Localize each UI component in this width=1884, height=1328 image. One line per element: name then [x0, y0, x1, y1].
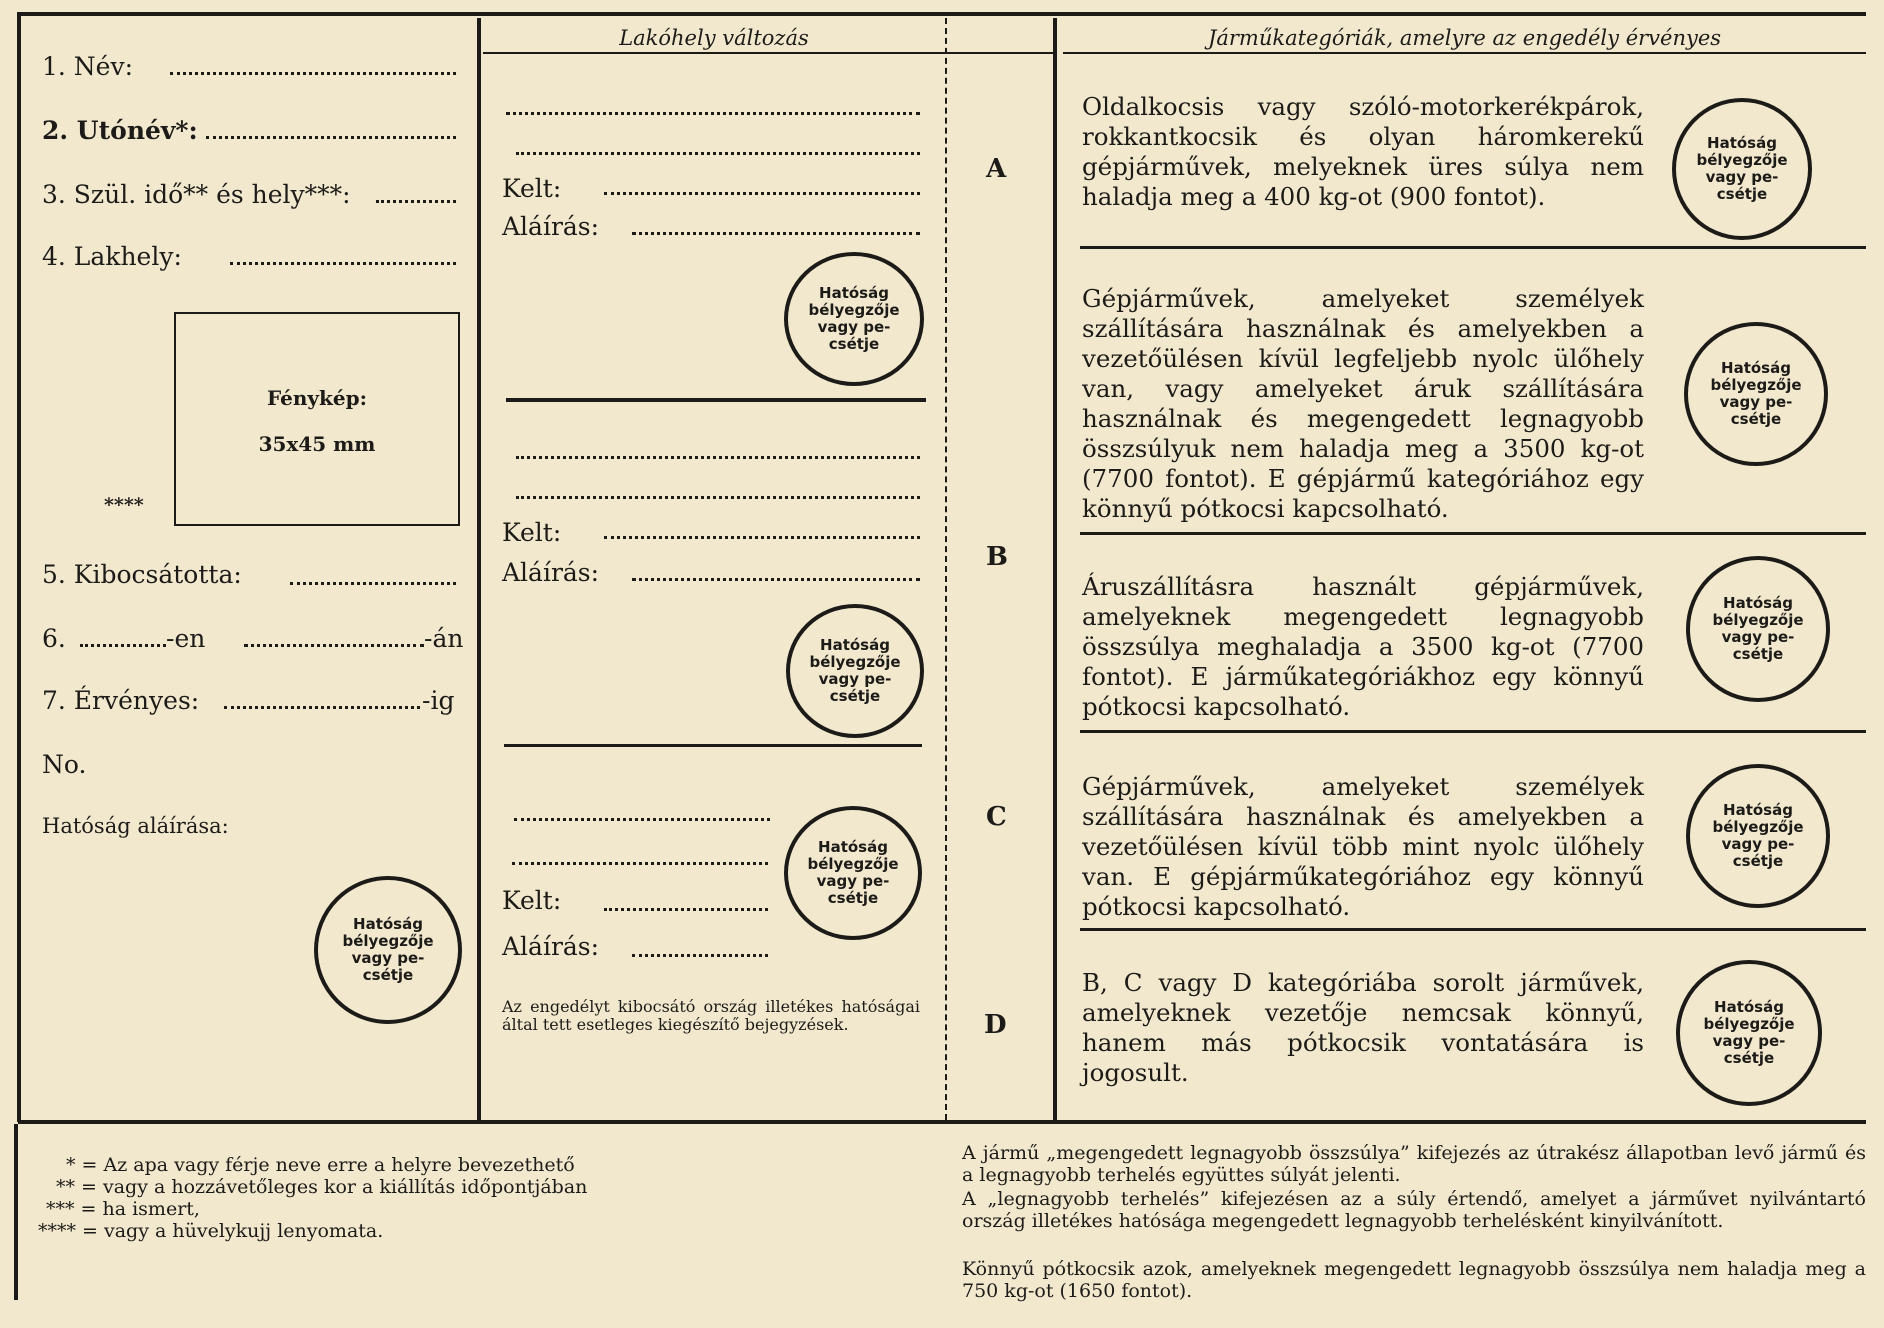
- field-date-prefix: 6.: [42, 624, 66, 653]
- thumb-marker: ****: [104, 494, 144, 516]
- residence-line-1b[interactable]: [516, 152, 920, 155]
- category-letter-c: C: [986, 802, 1007, 832]
- stamp-category-d: Hatóság bélyegzője vagy pe- csétje: [1676, 960, 1822, 1106]
- field-valid-suffix: -ig: [422, 686, 455, 715]
- category-d-text: B, C vagy D kategóriába sorolt járművek, amelyeknek vezetője nemcsak könnyű, hanem más pótkocsik vontatására is jogosult.: [1082, 968, 1644, 1087]
- divider-left-middle: [477, 18, 481, 1120]
- footer-left-border: [14, 1124, 18, 1300]
- field-date-line1[interactable]: [80, 644, 166, 647]
- stamp-authority-left: Hatóság bélyegzője vagy pe- csétje: [314, 876, 462, 1024]
- footnote-2: ** = vagy a hozzávetőleges kor a kiállítás időpontjában: [56, 1176, 588, 1198]
- header-underline-right: [1063, 52, 1866, 54]
- residence-alairas-2: Aláírás:: [502, 558, 600, 587]
- residence-change-header: Lakóhely változás: [619, 26, 809, 50]
- category-letter-b: B: [986, 542, 1008, 572]
- footnote-4: **** = vagy a hüvelykujj lenyomata.: [38, 1220, 384, 1242]
- header-underline-middle: [483, 52, 1053, 54]
- residence-alairas-line-3[interactable]: [632, 954, 768, 957]
- field-date-suffix: -án: [424, 624, 464, 653]
- category-c-text: Gépjárművek, amelyeket személyek szállítására használnak és amelyekben a vezetőülésen kívül több mint nyolc ülőhely van. E gépjárműkategóriához egy könnyű pótkocsi kapcsolható.: [1082, 772, 1644, 921]
- authority-signature-label: Hatóság aláírása:: [42, 814, 229, 838]
- field-firstname-line[interactable]: [206, 136, 456, 139]
- residence-kelt-1: Kelt:: [502, 174, 562, 203]
- footnote-3: *** = ha ismert,: [46, 1198, 200, 1220]
- category-letter-a: A: [986, 154, 1007, 184]
- residence-alairas-3: Aláírás:: [502, 932, 600, 961]
- photo-box[interactable]: [174, 312, 460, 526]
- stamp-residence-1: Hatóság bélyegzője vagy pe- csétje: [784, 252, 924, 386]
- residence-kelt-2: Kelt:: [502, 518, 562, 547]
- field-no-label: No.: [42, 750, 87, 779]
- residence-note: Az engedélyt kibocsátó ország illetékes hatóságai által tett esetleges kiegészítő bejegyzések.: [502, 997, 920, 1034]
- photo-label: Fénykép:: [267, 386, 367, 410]
- stamp-category-c: Hatóság bélyegzője vagy pe- csétje: [1686, 764, 1830, 908]
- residence-line-3b[interactable]: [512, 862, 768, 865]
- category-b2-text: Áruszállításra használt gépjárművek, amelyeknek megengedett legnagyobb összsúlya meghaladja a 3500 kg-ot (7700 fontot). E járműkategóriákhoz egy könnyű pótkocsi kapcsolható.: [1082, 572, 1644, 721]
- category-a-text: Oldalkocsis vagy szóló-motorkerékpárok, rokkantkocsik és olyan háromkerekű gépjárművek, melyeknek üres súlya nem haladja meg a 400 kg-ot (900 fontot).: [1082, 92, 1644, 211]
- residence-kelt-line-3[interactable]: [604, 908, 768, 911]
- definition-1: A jármű „megengedett legnagyobb összsúlya” kifejezés az útrakész állapotban levő jármű és a legnagyobb terhelés együttes súlyát jelenti.: [962, 1142, 1866, 1186]
- residence-line-2b[interactable]: [516, 496, 920, 499]
- stamp-residence-3: Hatóság bélyegzője vagy pe- csétje: [784, 806, 922, 940]
- residence-separator-1: [506, 398, 926, 402]
- field-issuer-line[interactable]: [290, 582, 456, 585]
- definition-2: A „legnagyobb terhelés” kifejezésen az a súly értendő, amelyet a járművet nyilvántartó ország illetékes hatósága megengedett legnagyobb terhelésként kinyilvánított.: [962, 1188, 1866, 1232]
- residence-alairas-line-1[interactable]: [632, 232, 920, 235]
- residence-alairas-line-2[interactable]: [632, 578, 920, 581]
- category-separator-b2: [1080, 730, 1866, 733]
- field-valid-line[interactable]: [224, 706, 420, 709]
- residence-kelt-line-1[interactable]: [604, 192, 920, 195]
- field-birth-label: 3. Szül. idő** és hely***:: [42, 180, 351, 209]
- category-separator-b1: [1080, 532, 1866, 535]
- stamp-category-b2: Hatóság bélyegzője vagy pe- csétje: [1686, 556, 1830, 702]
- residence-kelt-3: Kelt:: [502, 886, 562, 915]
- footnote-1: * = Az apa vagy férje neve erre a helyre bevezethető: [66, 1154, 575, 1176]
- residence-separator-2: [504, 744, 922, 747]
- field-issuer-label: 5. Kibocsátotta:: [42, 560, 242, 589]
- definition-3: Könnyű pótkocsik azok, amelyeknek megengedett legnagyobb összsúlya nem haladja meg a 750 kg-ot (1650 fontot).: [962, 1258, 1866, 1302]
- residence-line-2a[interactable]: [516, 456, 920, 459]
- field-name-line[interactable]: [170, 72, 456, 75]
- stamp-residence-2: Hatóság bélyegzője vagy pe- csétje: [786, 604, 924, 738]
- body-bottom-border: [18, 1120, 1866, 1124]
- top-border: [18, 12, 1866, 16]
- category-separator-a: [1080, 246, 1866, 249]
- residence-line-1a[interactable]: [506, 112, 920, 115]
- field-residence-label: 4. Lakhely:: [42, 242, 182, 271]
- field-date-mid: -en: [166, 624, 206, 653]
- field-firstname-label: 2. Utónév*:: [42, 116, 198, 145]
- residence-kelt-line-2[interactable]: [604, 536, 920, 539]
- categories-header: Járműkategóriák, amelyre az engedély érvényes: [1207, 26, 1722, 50]
- residence-alairas-1: Aláírás:: [502, 212, 600, 241]
- category-letter-d: D: [984, 1010, 1007, 1040]
- residence-line-3a[interactable]: [514, 818, 770, 821]
- left-border: [17, 12, 21, 1122]
- field-valid-label: 7. Érvényes:: [42, 686, 200, 715]
- field-name-label: 1. Név:: [42, 52, 134, 81]
- category-separator-c: [1080, 928, 1866, 931]
- photo-size: 35x45 mm: [258, 432, 376, 456]
- field-birth-line[interactable]: [376, 200, 456, 203]
- stamp-category-a: Hatóság bélyegzője vagy pe- csétje: [1672, 98, 1812, 240]
- divider-dashed: [945, 18, 947, 1120]
- field-date-line2[interactable]: [244, 644, 424, 647]
- stamp-category-b1: Hatóság bélyegzője vagy pe- csétje: [1684, 322, 1828, 466]
- divider-middle-right: [1053, 18, 1057, 1120]
- field-residence-line[interactable]: [230, 262, 456, 265]
- category-b1-text: Gépjárművek, amelyeket személyek szállítására használnak és amelyekben a vezetőülésen kívül legfeljebb nyolc ülőhely van, vagy amelyeket áruk szállítására használnak és megengedett legnagyobb összsúlyuk nem haladja meg a 3500 kg-ot (7700 fontot). E gépjármű kategóriához egy könnyű pótkocsi kapcsolható.: [1082, 284, 1644, 523]
